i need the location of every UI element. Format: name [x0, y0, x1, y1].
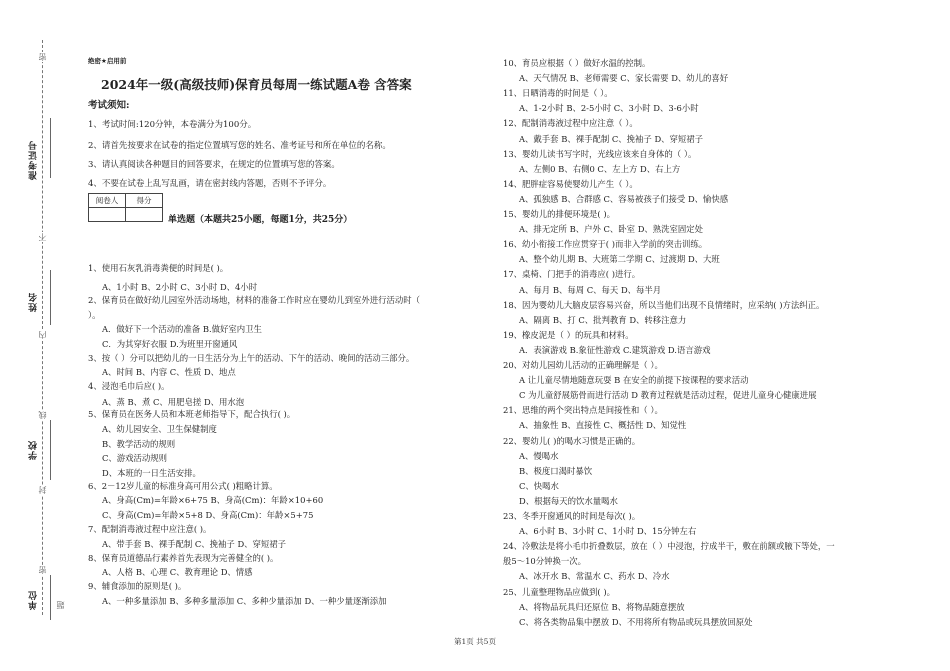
question-text: ）。 — [88, 310, 101, 320]
notice-item: 3、请认真阅读各种题目的回答要求，在规定的位置填写您的答案。 — [88, 160, 340, 170]
question-text: 15、婴幼儿的排便环境是( )。 — [503, 209, 615, 219]
secret-label: 绝密★启用前 — [88, 57, 127, 65]
seal-mark-bu: 不 — [38, 233, 47, 241]
score-table — [88, 193, 163, 222]
question-text: 14、肥胖症容易使婴幼儿产生（ ）。 — [503, 178, 638, 189]
question-text: 8、保育员道德品行素养首先表现为完善健全的( )。 — [88, 553, 279, 563]
question-text: 25、儿童整理物品应做到( )。 — [503, 586, 615, 597]
question-text: 6、2－12岁儿童的标准身高可用公式( )粗略计算。 — [88, 481, 278, 491]
answer-options: A、慢喝水 — [519, 450, 559, 461]
question-text: 20、对幼儿园幼儿活动的正确理解是（ ）。 — [503, 360, 663, 370]
answer-options: A、整个幼儿期 B、大班第二学期 C、过渡期 D、大班 — [519, 254, 720, 265]
answer-options: C．为其穿好衣服 D.为班里开窗通风 — [102, 339, 238, 349]
name-label: 姓名 — [29, 292, 39, 312]
answer-options: A、隔离 B、打 C、批判教育 D、转移注意力 — [519, 314, 687, 325]
question-text: 12、配制消毒液过程中应注意（ ）。 — [503, 118, 638, 129]
answer-options: A、1-2小时 B、2-5小时 C、3小时 D、3-6小时 — [519, 103, 699, 114]
answer-options: A、时间 B、内容 C、性质 D、地点 — [102, 367, 236, 377]
answer-options: C、快喝水 — [519, 480, 559, 491]
score-cell[interactable] — [126, 208, 163, 222]
answer-options: A、幼儿园安全、卫生保健制度 — [102, 424, 217, 434]
question-text: 23、冬季开窗通风的时间是每次( )。 — [503, 511, 641, 521]
exam-number-label: 准考证号 — [29, 140, 39, 180]
answer-options: A、蒸 B、煮 C、用肥皂搓 D、用水泡 — [102, 397, 245, 407]
answer-options: C、游戏活动规则 — [102, 453, 168, 463]
question-text: 1、使用石灰乳消毒粪便的时间是( )。 — [88, 263, 229, 273]
notice-item: 1、考试时间:120分钟，本卷满分为100分。 — [88, 120, 257, 130]
name-field[interactable] — [50, 270, 51, 325]
score-header: 得分 — [126, 194, 163, 208]
answer-options: A、将物品玩具归还原位 B、将物品随意摆放 — [519, 601, 685, 612]
answer-options: A、左侧0 B、右侧0 C、左上方 D、右上方 — [519, 163, 681, 174]
grader-cell[interactable] — [89, 208, 126, 222]
seal-mark-top: 密 — [38, 53, 47, 61]
answer-options: C、将各类物品集中摆放 D、不用将所有物品或玩具摆放回原处 — [519, 616, 753, 627]
answer-options: A．表演游戏 B.象征性游戏 C.建筑游戏 D.语言游戏 — [519, 344, 711, 355]
answer-options: A、每月 B、每周 C、每天 D、每半月 — [519, 284, 662, 295]
answer-options: C 为儿童舒展筋骨而进行活动 D 教育过程就是活动过程，促进儿童身心健康进展 — [519, 390, 817, 401]
question-text: 7、配制消毒液过程中应注意( )。 — [88, 524, 212, 534]
answer-options: A、1小时 B、2小时 C、3小时 D、4小时 — [102, 282, 258, 292]
notice-item: 4、不要在试卷上乱写乱画，请在密封线内答题，否则不予评分。 — [88, 179, 332, 189]
question-text: 10、育员应根据（ ）做好水温的控制。 — [503, 58, 651, 68]
seal-mark-nei: 内 — [38, 331, 47, 339]
binding-strip — [0, 0, 70, 671]
seal-mark-feng: 封 — [38, 486, 47, 494]
answer-options: A、身高(Cm)=年龄×6+75 B、身高(Cm)：年龄×10+60 — [102, 495, 324, 505]
notice-heading: 考试须知: — [88, 100, 130, 111]
grader-header: 阅卷人 — [89, 194, 126, 208]
question-text: 22、婴幼儿( )的喝水习惯是正确的。 — [503, 435, 641, 446]
seal-line — [42, 40, 43, 615]
question-text: 19、橡皮泥是（ ）的玩具和材料。 — [503, 329, 634, 340]
answer-options: A、人格 B、心理 C、教育理论 D、情感 — [102, 567, 253, 577]
question-text: 11、日晒消毒的时间是（ ）。 — [503, 88, 613, 99]
notice-item: 2、请首先按要求在试卷的指定位置填写您的姓名、准考证号和所在单位的名称。 — [88, 141, 391, 151]
question-text: 13、婴幼儿读书写字时，光线应该来自身体的（ ）。 — [503, 148, 697, 159]
answer-options: D、本班的一日生活安排。 — [102, 468, 201, 478]
answer-options: A、6小时 B、3小时 C、1小时 D、15分钟左右 — [519, 526, 697, 537]
school-field[interactable] — [50, 420, 51, 480]
exam-number-field[interactable] — [50, 118, 51, 178]
section-title: 单选题（本题共25小题，每题1分，共25分） — [168, 215, 353, 225]
answer-options: A、排无定所 B、户外 C、卧室 D、熟洗室固定处 — [519, 224, 704, 235]
answer-options: A、孤独感 B、合群感 C、容易被孩子们接受 D、愉快感 — [519, 193, 729, 204]
seal-mark-ti: 题 — [56, 601, 65, 609]
answer-options: A、冰开水 B、常温水 C、药水 D、冷水 — [519, 571, 670, 582]
seal-mark-mi: 密 — [38, 566, 47, 574]
answer-options: C、身高(Cm)=年龄×5+8 D、身高(Cm)：年龄×5+75 — [102, 510, 314, 520]
answer-options: B、极度口渴时暴饮 — [519, 465, 593, 476]
answer-options: A、一种多量添加 B、多种多量添加 C、多种少量添加 D、一种少量逐渐添加 — [102, 596, 387, 606]
exam-title: 2024年一级(高级技师)保育员每周一练试题A卷 含答案 — [101, 77, 412, 92]
answer-options: B、教学活动的规则 — [102, 439, 176, 449]
answer-options: A、戴手套 B、裸手配制 C、挽袖子 D、穿短裙子 — [519, 133, 704, 144]
question-text: 3、按（ ）分可以把幼儿的一日生活分为上午的活动、下午的活动、晚间的活动三部分。 — [88, 353, 415, 363]
school-label: 学校 — [29, 440, 39, 460]
question-text: 17、桌椅、门把手的消毒应( )进行。 — [503, 269, 641, 280]
question-text: 2、保育员在做好幼儿园室外活动场地，材料的准备工作时应在婴幼儿到室外进行活动时（ — [88, 295, 420, 305]
answer-options: A 让儿童尽情地随意玩耍 B 在安全的前提下按课程的要求活动 — [519, 375, 749, 386]
answer-options: A、天气情况 B、老师需要 C、家长需要 D、幼儿的喜好 — [519, 73, 729, 84]
unit-label: 单位 — [29, 590, 39, 610]
question-text: 5、保育员在医务人员和本班老师指导下，配合执行( )。 — [88, 409, 296, 419]
answer-options: A．做好下一个活动的准备 B.做好室内卫生 — [102, 324, 262, 334]
question-text: 24、冷敷法是将小毛巾折叠数层，放在（ ）中浸泡，拧成半干，敷在前额或腋下等处，一 — [503, 541, 835, 552]
question-text: 般5～10分钟换一次。 — [503, 556, 586, 567]
question-text: 18、因为婴幼儿大脑皮层容易兴奋，所以当他们出现不良情绪时，应采纳( )方法纠正。 — [503, 299, 825, 310]
question-text: 21、思维的两个突出特点是间接性和（ ）。 — [503, 405, 663, 416]
answer-options: D、根据每天的饮水量喝水 — [519, 495, 618, 506]
unit-field[interactable] — [50, 575, 51, 620]
question-text: 4、浸泡毛巾后应( )。 — [88, 381, 170, 391]
page-footer: 第1页 共5页 — [454, 637, 496, 646]
answer-options: A、抽象性 B、直接性 C、概括性 D、知觉性 — [519, 420, 687, 431]
seal-mark-xian: 线 — [38, 411, 47, 419]
answer-options: A、带手套 B、裸手配制 C、挽袖子 D、穿短裙子 — [102, 539, 287, 549]
question-text: 9、辅食添加的原则是( )。 — [88, 581, 187, 591]
question-text: 16、幼小衔接工作应贯穿于( )而非入学前的突击训练。 — [503, 239, 708, 250]
